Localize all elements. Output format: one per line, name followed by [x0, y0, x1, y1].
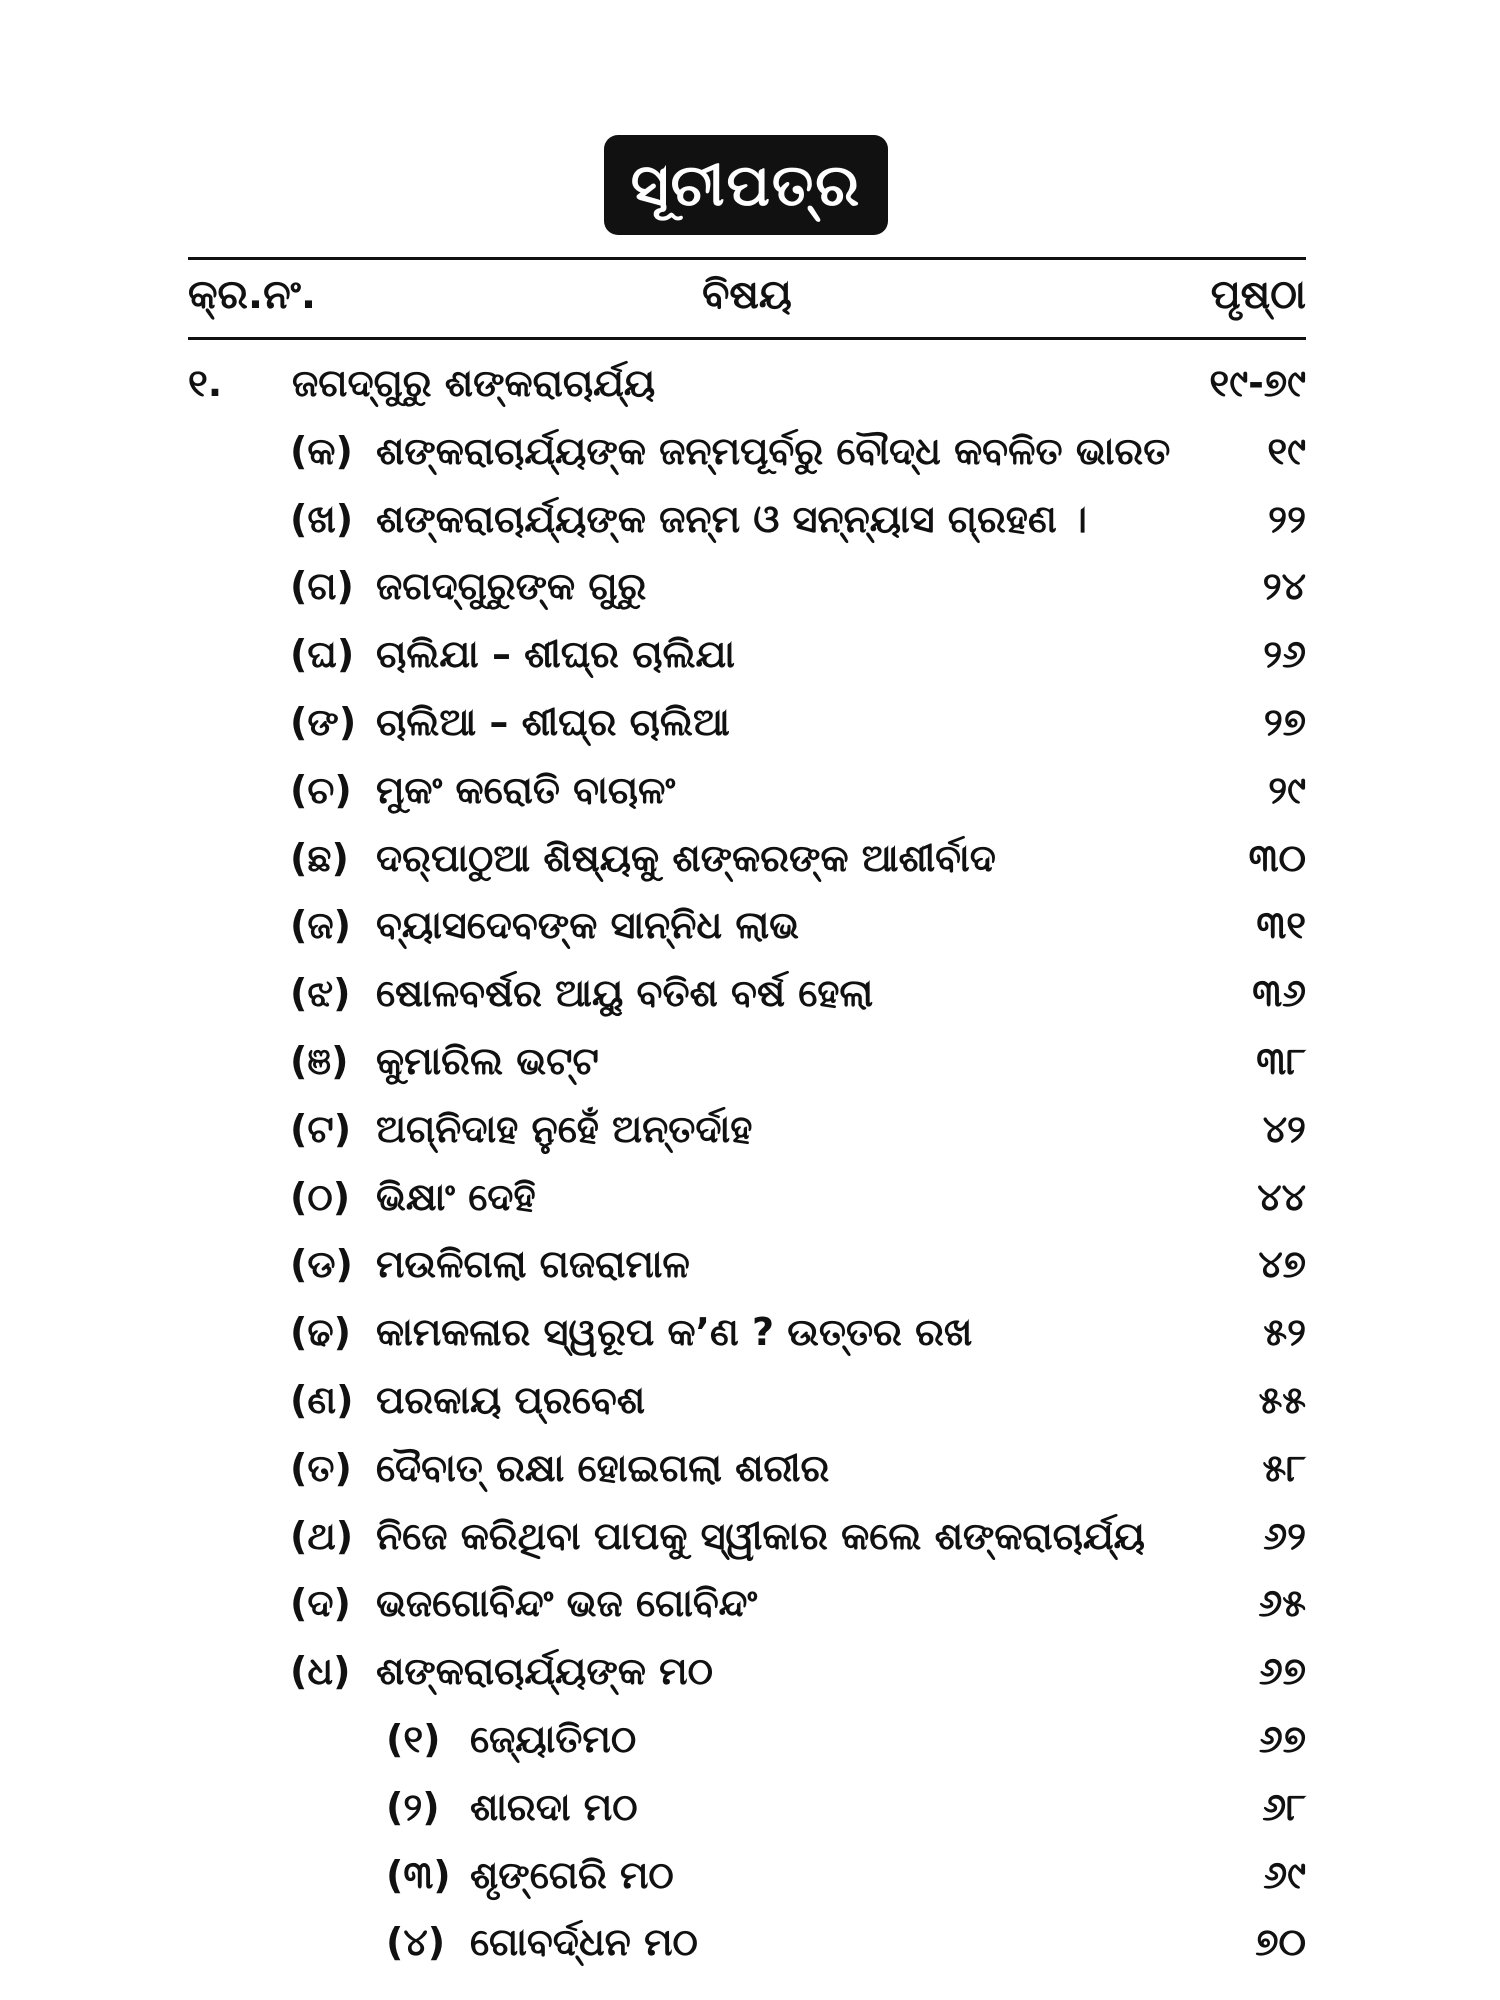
toc-row [188, 1231, 1306, 1299]
toc-row [188, 1570, 1306, 1638]
entry-marker: (ଦ) [290, 1581, 351, 1626]
toc-row [188, 1638, 1306, 1706]
toc-row [188, 1096, 1306, 1164]
header-page: ପୃଷ୍ଠା [1210, 272, 1306, 318]
entry-text: ବ୍ୟାସଦେବଙ୍କ ସାନ୍ନିଧ ଲାଭ [376, 903, 799, 948]
entry-page: ୧୯ [1267, 428, 1306, 473]
entry-page: ୨୨ [1268, 496, 1306, 541]
entry-page: ୨୬ [1263, 632, 1306, 677]
entry-text: କୁମାରିଲ ଭଟ୍ଟ [376, 1038, 599, 1083]
toc-row [188, 960, 1306, 1028]
toc-row [188, 1299, 1306, 1367]
entry-marker: (ଛ) [290, 835, 349, 880]
entry-marker: (୪) [386, 1920, 446, 1965]
entry-page: ୬୮ [1262, 1784, 1306, 1829]
entry-marker: (୧) [386, 1716, 441, 1761]
entry-page: ୨୯ [1268, 767, 1306, 812]
entry-marker: (ଡ) [290, 1242, 353, 1287]
entry-page: ୫୨ [1263, 1310, 1306, 1355]
toc-row [188, 1164, 1306, 1232]
entry-page: ୩୮ [1256, 1038, 1306, 1083]
entry-marker: (ଖ) [290, 496, 354, 541]
entry-marker: (ଗ) [290, 564, 354, 609]
entry-marker: (ଜ) [290, 903, 351, 948]
entry-marker: (୩) [386, 1852, 451, 1897]
toc-row [188, 1028, 1306, 1096]
entry-text: ମୁକଂ କରୋତି ବାଚାଳଂ [376, 767, 676, 812]
entry-text: ଭିକ୍ଷାଂ ଦେହି [376, 1174, 536, 1219]
entry-marker: (ଙ) [290, 699, 357, 744]
entry-text: ଦୈବାତ୍ ରକ୍ଷା ହୋଇଗଲା ଶରୀର [376, 1445, 830, 1490]
entry-text: ଶଙ୍କରାଚାର୍ଯ୍ୟଙ୍କ ମଠ [376, 1649, 713, 1694]
entry-text: ଶଙ୍କରାଚାର୍ଯ୍ୟଙ୍କ ଜନ୍ମପୂର୍ବରୁ ବୌଦ୍ଧ କବଳିତ ଭାରତ [376, 428, 1171, 473]
entry-text: ନିଜେ କରିଥିବା ପାପକୁ ସ୍ୱୀକାର କଲେ ଶଙ୍କରାଚାର୍ଯ୍ୟ [376, 1513, 1145, 1558]
entry-marker: (ଢ) [290, 1310, 352, 1355]
entry-text: ଜଗଦ୍‌ଗୁରୁଙ୍କ ଗୁରୁ [376, 564, 647, 609]
entry-text: ଜ୍ୟୋତିମଠ [470, 1716, 637, 1761]
toc-list [188, 350, 1306, 1977]
entry-page: ୬୫ [1258, 1581, 1306, 1626]
toc-row [188, 621, 1306, 689]
toc-row [188, 892, 1306, 960]
entry-page: ୭୦ [1255, 1920, 1306, 1965]
toc-subrow [188, 1774, 1306, 1842]
entry-page: ୨୭ [1263, 699, 1306, 744]
entry-page: ୬୯ [1263, 1852, 1306, 1897]
entry-text: ଗୋବର୍ଦ୍ଧନ ମଠ [470, 1920, 698, 1965]
entry-marker: (ଞ) [290, 1038, 349, 1083]
toc-row [188, 1503, 1306, 1571]
entry-page: ୫୫ [1258, 1377, 1306, 1422]
header-subject: ବିଷୟ [702, 272, 792, 318]
toc-subrow [188, 1842, 1306, 1910]
entry-marker: (ଥ) [290, 1513, 354, 1558]
entry-page: ୩୧ [1256, 903, 1306, 948]
entry-page: ୩୬ [1252, 971, 1306, 1016]
toc-row [188, 825, 1306, 893]
toc-row [188, 1367, 1306, 1435]
entry-marker: (ଟ) [290, 1106, 352, 1151]
toc-row [188, 689, 1306, 757]
entry-marker: (କ) [290, 428, 353, 473]
entry-text: ଅଗ୍ନିଦାହ ନୁହେଁ ଅନ୍ତର୍ଦାହ [376, 1106, 753, 1151]
entry-marker: (ଘ) [290, 632, 355, 677]
entry-text: କାମକଳାର ସ୍ୱରୂପ କ’ଣ ? ଉତ୍ତର ରଖ [376, 1310, 973, 1355]
entry-page: ୩୦ [1248, 835, 1306, 880]
entry-text: ଚାଲିଯା – ଶୀଘ୍ର ଚାଲିଯା [376, 632, 735, 677]
entry-page: ୬୨ [1263, 1513, 1306, 1558]
entry-text: ଦର୍‌ପାଠୁଆ ଶିଷ୍ୟକୁ ଶଙ୍କରଙ୍କ ଆଶୀର୍ବାଦ [376, 835, 996, 880]
entry-marker: (ଠ) [290, 1174, 351, 1219]
entry-page: ୬୭ [1258, 1649, 1306, 1694]
entry-page: ୪୭ [1258, 1242, 1306, 1287]
entry-text: ଶୃଙ୍ଗେରି ମଠ [470, 1852, 674, 1897]
toc-row [188, 418, 1306, 486]
toc-subrow [188, 1909, 1306, 1977]
entry-text: ଜଗଦ୍‌ଗୁରୁ ଶଙ୍କରାଚାର୍ଯ୍ୟ [292, 361, 656, 405]
toc-header [188, 272, 1306, 332]
entry-marker: (୨) [386, 1784, 440, 1829]
entry-text: ଭଜଗୋବିନ୍ଦଂ ଭଜ ଗୋବିନ୍ଦଂ [376, 1581, 758, 1626]
entry-page: ୨୪ [1262, 564, 1306, 609]
entry-text: ପରକାୟ ପ୍ରବେଶ [376, 1377, 646, 1422]
entry-marker: (ତ) [290, 1445, 352, 1490]
toc-chapter-row [188, 350, 1306, 418]
toc-row [188, 1435, 1306, 1503]
entry-text: ଶାରଦା ମଠ [470, 1784, 638, 1829]
entry-page: ୪୪ [1257, 1174, 1306, 1219]
toc-row [188, 486, 1306, 554]
entry-marker: (ଧ) [290, 1649, 351, 1694]
entry-page: ୫୮ [1262, 1445, 1306, 1490]
toc-row [188, 553, 1306, 621]
toc-subrow [188, 1706, 1306, 1774]
header-number: କ୍ର.ନଂ. [188, 272, 317, 318]
entry-page: ୪୨ [1262, 1106, 1306, 1151]
entry-text: ଚାଲିଆ – ଶୀଘ୍ର ଚାଲିଆ [376, 699, 730, 744]
header-bottom-rule [188, 337, 1306, 340]
header-top-rule [188, 257, 1306, 260]
entry-text: ମଉଳିଗଲା ଗଜରାମାଳ [376, 1242, 690, 1287]
entry-page: ୧୯-୭୯ [1209, 361, 1306, 405]
entry-marker: (ଣ) [290, 1377, 354, 1422]
entry-marker: (ଝ) [290, 971, 351, 1016]
entry-text: ଶଙ୍କରାଚାର୍ଯ୍ୟଙ୍କ ଜନ୍ମ ଓ ସନ୍ନ୍ୟାସ ଗ୍ରହଣ । [376, 496, 1088, 541]
entry-text: ଷୋଳବର୍ଷର ଆୟୁ ବତିଶ ବର୍ଷ ହେଲା [376, 971, 874, 1016]
entry-page: ୬୭ [1258, 1716, 1306, 1761]
chapter-number: ୧. [188, 361, 223, 405]
entry-marker: (ଚ) [290, 767, 352, 812]
page-title: ସୂଚୀପତ୍ର [604, 135, 888, 235]
toc-row [188, 757, 1306, 825]
